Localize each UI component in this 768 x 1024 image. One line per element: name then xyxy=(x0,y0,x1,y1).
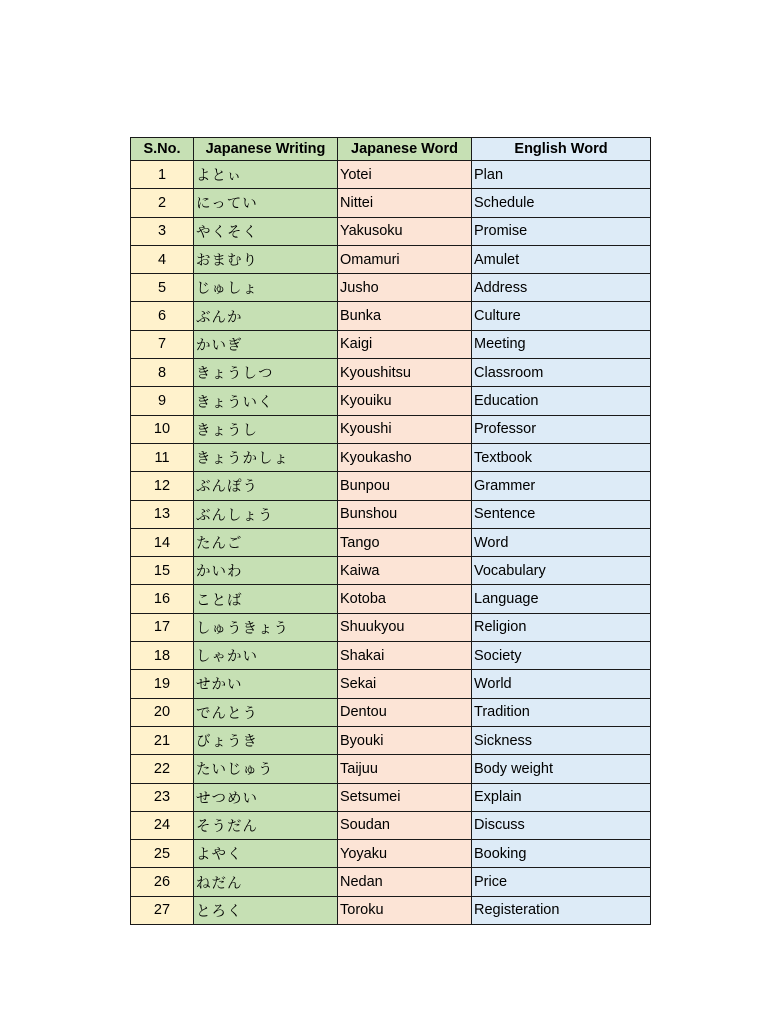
table-row xyxy=(131,585,651,613)
cell-sno: 17 xyxy=(131,613,194,641)
header-japanese-word: Japanese Word xyxy=(338,138,472,161)
cell-sno: 25 xyxy=(131,840,194,868)
table-row xyxy=(131,245,651,273)
cell-japanese-word: Setsumei xyxy=(338,783,472,811)
cell-sno: 5 xyxy=(131,274,194,302)
cell-sno: 12 xyxy=(131,472,194,500)
cell-japanese-writing: しゃかい xyxy=(194,642,338,670)
cell-japanese-writing: かいぎ xyxy=(194,330,338,358)
cell-japanese-word: Kaiwa xyxy=(338,557,472,585)
cell-english-word: Classroom xyxy=(472,359,651,387)
cell-sno: 7 xyxy=(131,330,194,358)
cell-japanese-writing: せかい xyxy=(194,670,338,698)
table-row xyxy=(131,387,651,415)
cell-english-word: Plan xyxy=(472,161,651,189)
table-row xyxy=(131,217,651,245)
cell-japanese-writing: きょうしつ xyxy=(194,359,338,387)
cell-japanese-writing: たんご xyxy=(194,528,338,556)
cell-sno: 6 xyxy=(131,302,194,330)
cell-english-word: Amulet xyxy=(472,245,651,273)
cell-japanese-writing: しゅうきょう xyxy=(194,613,338,641)
cell-japanese-writing: ぶんしょう xyxy=(194,500,338,528)
cell-japanese-word: Yoyaku xyxy=(338,840,472,868)
cell-japanese-writing: かいわ xyxy=(194,557,338,585)
header-english-word: English Word xyxy=(472,138,651,161)
cell-sno: 27 xyxy=(131,896,194,924)
cell-english-word: Textbook xyxy=(472,443,651,471)
cell-sno: 13 xyxy=(131,500,194,528)
table-row xyxy=(131,528,651,556)
cell-english-word: Tradition xyxy=(472,698,651,726)
cell-japanese-word: Kotoba xyxy=(338,585,472,613)
cell-english-word: Booking xyxy=(472,840,651,868)
cell-english-word: Discuss xyxy=(472,811,651,839)
cell-japanese-word: Bunshou xyxy=(338,500,472,528)
table-row xyxy=(131,868,651,896)
cell-japanese-word: Kyoushitsu xyxy=(338,359,472,387)
cell-japanese-writing: でんとう xyxy=(194,698,338,726)
cell-english-word: Sentence xyxy=(472,500,651,528)
cell-japanese-writing: よやく xyxy=(194,840,338,868)
cell-japanese-word: Taijuu xyxy=(338,755,472,783)
cell-japanese-writing: そうだん xyxy=(194,811,338,839)
cell-japanese-writing: きょうし xyxy=(194,415,338,443)
cell-sno: 11 xyxy=(131,443,194,471)
table-row xyxy=(131,613,651,641)
cell-sno: 21 xyxy=(131,726,194,754)
cell-english-word: Language xyxy=(472,585,651,613)
cell-japanese-word: Soudan xyxy=(338,811,472,839)
table-row xyxy=(131,557,651,585)
cell-english-word: Culture xyxy=(472,302,651,330)
cell-japanese-writing: せつめい xyxy=(194,783,338,811)
table-row xyxy=(131,415,651,443)
table-row xyxy=(131,161,651,189)
cell-japanese-word: Sekai xyxy=(338,670,472,698)
cell-sno: 2 xyxy=(131,189,194,217)
cell-sno: 9 xyxy=(131,387,194,415)
header-sno: S.No. xyxy=(131,138,194,161)
table-row xyxy=(131,811,651,839)
cell-japanese-writing: おまむり xyxy=(194,245,338,273)
cell-japanese-word: Byouki xyxy=(338,726,472,754)
cell-english-word: Address xyxy=(472,274,651,302)
cell-english-word: Price xyxy=(472,868,651,896)
cell-sno: 4 xyxy=(131,245,194,273)
cell-japanese-word: Shakai xyxy=(338,642,472,670)
cell-japanese-writing: ぶんぽう xyxy=(194,472,338,500)
cell-japanese-writing: ぶんか xyxy=(194,302,338,330)
cell-sno: 24 xyxy=(131,811,194,839)
table-row xyxy=(131,726,651,754)
cell-japanese-writing: やくそく xyxy=(194,217,338,245)
table-row xyxy=(131,755,651,783)
cell-english-word: Sickness xyxy=(472,726,651,754)
cell-english-word: Professor xyxy=(472,415,651,443)
cell-japanese-word: Yotei xyxy=(338,161,472,189)
cell-english-word: Religion xyxy=(472,613,651,641)
cell-sno: 10 xyxy=(131,415,194,443)
cell-english-word: Education xyxy=(472,387,651,415)
cell-sno: 19 xyxy=(131,670,194,698)
table-row xyxy=(131,500,651,528)
table-row xyxy=(131,330,651,358)
cell-sno: 15 xyxy=(131,557,194,585)
cell-english-word: Society xyxy=(472,642,651,670)
cell-sno: 16 xyxy=(131,585,194,613)
table-row xyxy=(131,896,651,924)
table-row xyxy=(131,359,651,387)
table-row xyxy=(131,642,651,670)
cell-japanese-word: Bunpou xyxy=(338,472,472,500)
cell-japanese-word: Dentou xyxy=(338,698,472,726)
cell-english-word: Body weight xyxy=(472,755,651,783)
header-row xyxy=(131,138,651,161)
cell-english-word: Word xyxy=(472,528,651,556)
cell-japanese-word: Nittei xyxy=(338,189,472,217)
cell-sno: 14 xyxy=(131,528,194,556)
cell-japanese-writing: じゅしょ xyxy=(194,274,338,302)
cell-japanese-word: Bunka xyxy=(338,302,472,330)
cell-english-word: Vocabulary xyxy=(472,557,651,585)
cell-english-word: World xyxy=(472,670,651,698)
cell-english-word: Meeting xyxy=(472,330,651,358)
header-japanese-writing: Japanese Writing xyxy=(194,138,338,161)
cell-sno: 8 xyxy=(131,359,194,387)
cell-sno: 26 xyxy=(131,868,194,896)
cell-japanese-word: Kaigi xyxy=(338,330,472,358)
cell-japanese-word: Toroku xyxy=(338,896,472,924)
cell-japanese-writing: ことば xyxy=(194,585,338,613)
vocabulary-table xyxy=(130,137,651,925)
cell-sno: 20 xyxy=(131,698,194,726)
cell-english-word: Schedule xyxy=(472,189,651,217)
cell-japanese-writing: たいじゅう xyxy=(194,755,338,783)
cell-english-word: Explain xyxy=(472,783,651,811)
table-row xyxy=(131,670,651,698)
cell-japanese-word: Kyoukasho xyxy=(338,443,472,471)
cell-japanese-word: Shuukyou xyxy=(338,613,472,641)
table-row xyxy=(131,274,651,302)
cell-sno: 22 xyxy=(131,755,194,783)
cell-sno: 1 xyxy=(131,161,194,189)
cell-english-word: Promise xyxy=(472,217,651,245)
cell-japanese-word: Tango xyxy=(338,528,472,556)
cell-japanese-writing: よとぃ xyxy=(194,161,338,189)
cell-japanese-word: Omamuri xyxy=(338,245,472,273)
cell-japanese-writing: きょうかしょ xyxy=(194,443,338,471)
table-row xyxy=(131,472,651,500)
cell-japanese-writing: ねだん xyxy=(194,868,338,896)
table-header xyxy=(131,138,651,161)
cell-english-word: Grammer xyxy=(472,472,651,500)
cell-japanese-writing: にってい xyxy=(194,189,338,217)
cell-sno: 18 xyxy=(131,642,194,670)
cell-japanese-word: Kyouiku xyxy=(338,387,472,415)
cell-japanese-word: Kyoushi xyxy=(338,415,472,443)
table-row xyxy=(131,840,651,868)
table-row xyxy=(131,698,651,726)
cell-japanese-word: Jusho xyxy=(338,274,472,302)
cell-japanese-writing: きょういく xyxy=(194,387,338,415)
table-row xyxy=(131,302,651,330)
cell-english-word: Registeration xyxy=(472,896,651,924)
cell-japanese-writing: びょうき xyxy=(194,726,338,754)
table-row xyxy=(131,443,651,471)
cell-japanese-writing: とろく xyxy=(194,896,338,924)
cell-sno: 23 xyxy=(131,783,194,811)
cell-japanese-word: Nedan xyxy=(338,868,472,896)
cell-sno: 3 xyxy=(131,217,194,245)
table-body xyxy=(131,161,651,925)
cell-japanese-word: Yakusoku xyxy=(338,217,472,245)
table-row xyxy=(131,189,651,217)
table-row xyxy=(131,783,651,811)
